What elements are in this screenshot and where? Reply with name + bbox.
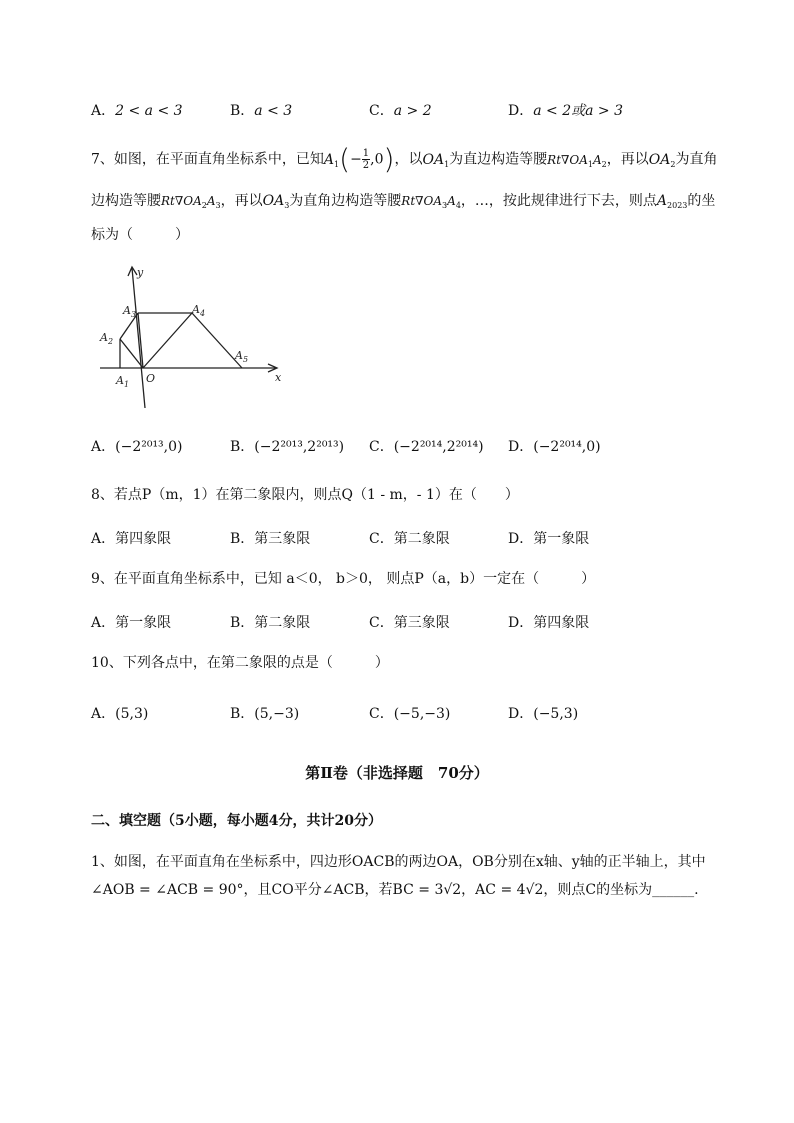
q10-option-b: B．(5,−3)	[230, 706, 300, 722]
origin-label: O	[146, 372, 156, 385]
q8-option-b: B．第三象限	[230, 531, 311, 547]
q8-stem: 8、若点P（m，1）在第二象限内，则点Q（1 - m，- 1）在（ ）	[91, 487, 519, 503]
q8-option-a: A．第四象限	[91, 531, 172, 547]
q8-option-c: C．第二象限	[369, 531, 450, 547]
q6-option-c: C．a > 2	[369, 103, 432, 119]
q10-option-d: D．(−5,3)	[508, 706, 579, 722]
q9-options	[0, 612, 794, 636]
label-a2: $A_2$	[100, 331, 114, 346]
q7-option-d: D．(−2²⁰¹⁴,0)	[508, 439, 601, 455]
q7-stem-line3: 标为（ ）	[91, 227, 189, 243]
section-subtitle: 二、填空题（5小题，每小题4分，共计20分）	[91, 813, 382, 829]
x-axis-label: x	[275, 371, 282, 384]
q6-option-a: A．2 < a < 3	[91, 103, 183, 119]
q9-option-a: A．第一象限	[91, 615, 172, 631]
q6-option-b: B．a < 3	[230, 103, 293, 119]
label-a3: $A_3$	[123, 304, 137, 319]
q7-option-b: B．(−2²⁰¹³,2²⁰¹³)	[230, 439, 345, 455]
fill1-stem-line2: ∠AOB = ∠ACB = 90°，且CO平分∠ACB，若BC = 3√2，AC = 4√2，则点C的坐标为______.	[91, 882, 699, 898]
q7-options	[0, 436, 794, 460]
q8-options	[0, 528, 794, 552]
q9-option-b: B．第二象限	[230, 615, 311, 631]
q6-option-d: D．a < 2或a > 3	[508, 103, 624, 119]
q7-figure	[96, 262, 286, 412]
q10-stem: 10、下列各点中，在第二象限的点是（ ）	[91, 655, 389, 671]
fill1-stem-line1: 1、如图，在平面直角在坐标系中，四边形OACB的两边OA，OB分别在x轴、y轴的正半轴上，其中	[91, 854, 706, 870]
q7-stem-line2: 边构造等腰$Rt\nabla OA_2A_3$，再以$OA_3$为直角边构造等腰$Rt\nabla OA_3A_4$，…，按此规律进行下去，则点$A_{2023}$的坐	[91, 193, 716, 210]
y-axis	[132, 268, 145, 408]
label-a5: $A_5$	[235, 349, 249, 364]
q9-stem: 9、在平面直角坐标系中，已知 a＜0， b＞0， 则点P（a，b）一定在（ ）	[91, 571, 596, 587]
q7-fraction: $\frac{1}{2}$	[362, 148, 370, 171]
label-a4: $A_4$	[192, 303, 206, 318]
segment-o-a4	[143, 313, 192, 368]
q7-option-c: C．(−2²⁰¹⁴,2²⁰¹⁴)	[369, 439, 484, 455]
label-a1: $A_1$	[116, 374, 130, 389]
q6-options	[0, 100, 794, 124]
q9-option-c: C．第三象限	[369, 615, 450, 631]
q7-stem-line1: 7、如图，在平面直角坐标系中，已知$A_1(-$ $\frac{1}{2}$ ,0)，以$OA_1$为直边构造等腰$Rt\nabla OA_1A_2$，再以$OA_2$为直角	[91, 142, 718, 176]
q10-option-c: C．(−5,−3)	[369, 706, 451, 722]
section-title: 第Ⅱ卷（非选择题 70分）	[305, 764, 489, 782]
q8-option-d: D．第一象限	[508, 531, 590, 547]
y-axis-label: y	[137, 266, 144, 279]
q10-option-a: A．(5,3)	[91, 706, 149, 722]
q9-option-d: D．第四象限	[508, 615, 590, 631]
q7-option-a: A．(−2²⁰¹³,0)	[91, 439, 183, 455]
q10-options	[0, 703, 794, 727]
